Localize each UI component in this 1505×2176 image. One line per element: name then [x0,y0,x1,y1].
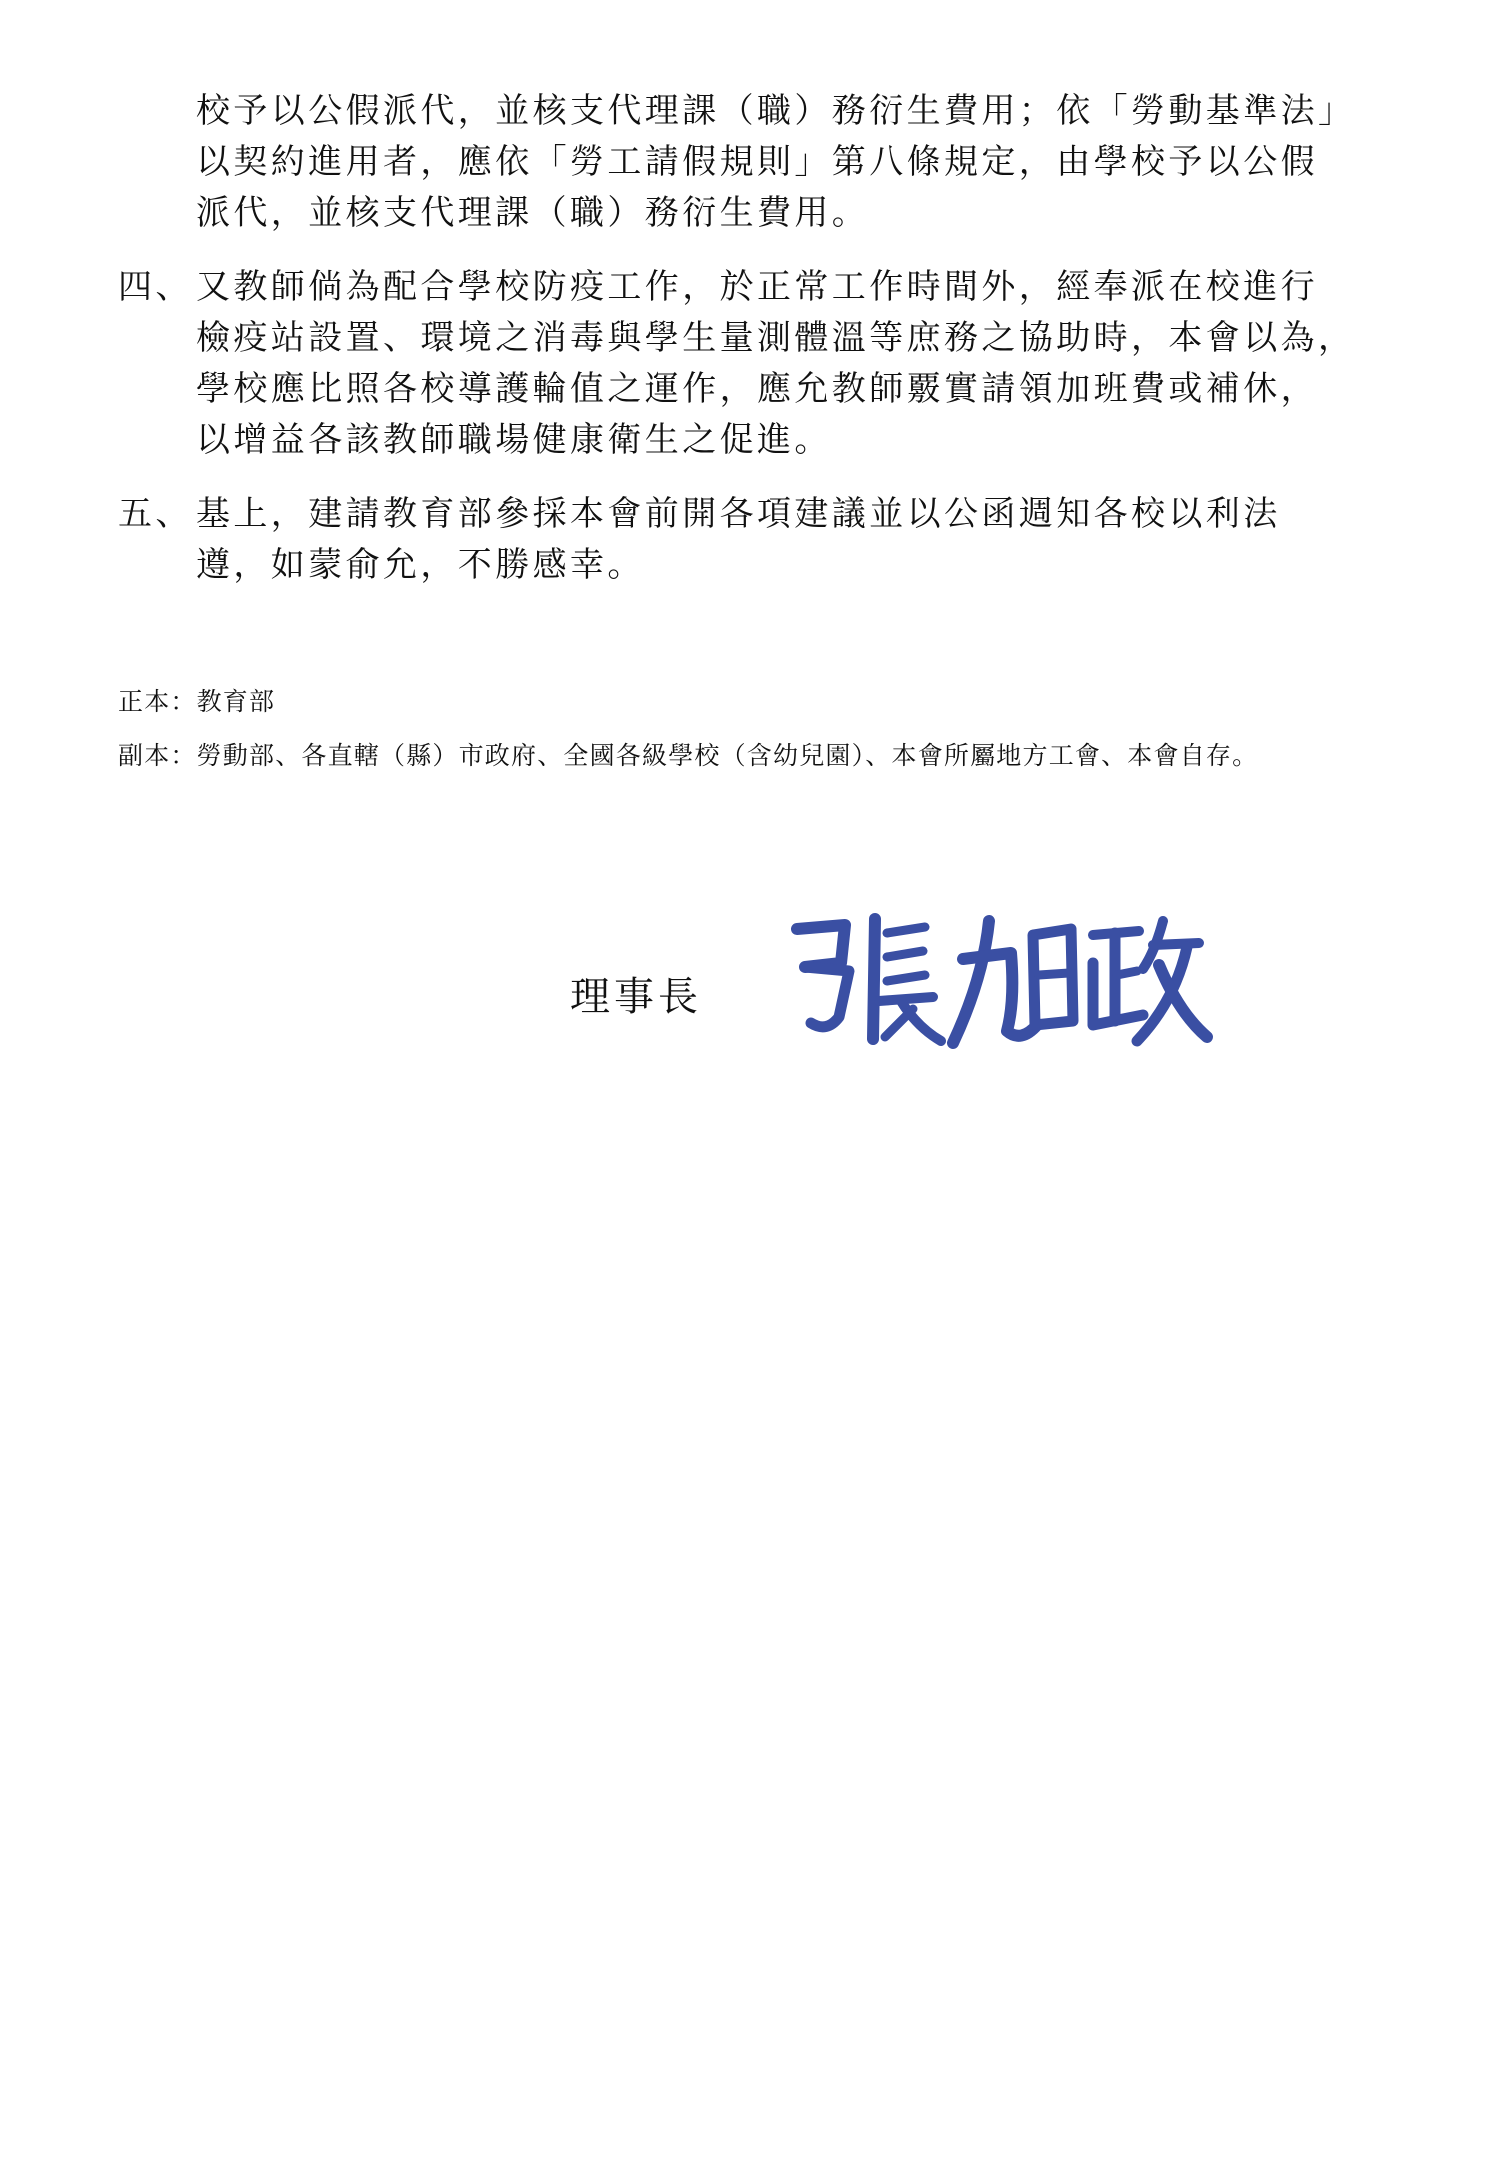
item-five [118,489,1408,591]
handwritten-signature [775,905,1215,1055]
item-line: 以增益各該教師職場健康衛生之促進。 [196,420,832,460]
recipients-block [118,675,1258,783]
item-text [196,262,1355,466]
item-line: 遵，如蒙俞允，不勝感幸。 [196,545,645,585]
item-line: 基上，建請教育部參採本會前開各項建議並以公函週知各校以利法 [196,494,1281,534]
item-marker: 四、 [118,267,193,307]
continuation-line: 派代，並核支代理課（職）務衍生費用。 [196,193,870,233]
item-line: 學校應比照各校導護輪值之運作，應允教師覈實請領加班費或補休， [196,369,1318,409]
item-four [118,262,1408,466]
continuation-paragraph [196,86,1408,239]
item-line: 檢疫站設置、環境之消毒與學生量測體溫等庶務之協助時，本會以為， [196,318,1356,358]
signature-block [570,905,1250,1065]
copy-recipients: 副本：勞動部、各直轄（縣）市政府、全國各級學校（含幼兒園）、本會所屬地方工會、本會自存。 [118,741,1259,770]
primary-recipient: 正本：教育部 [118,687,276,716]
continuation-line: 校予以公假派代，並核支代理課（職）務衍生費用；依「勞動基準法」 [196,91,1356,131]
signer-title: 理事長 [570,974,702,1020]
item-text [196,489,1281,591]
continuation-line: 以契約進用者，應依「勞工請假規則」第八條規定，由學校予以公假 [196,142,1318,182]
item-marker: 五、 [118,494,193,534]
document-body [118,86,1408,591]
item-line: 又教師倘為配合學校防疫工作，於正常工作時間外，經奉派在校進行 [196,267,1318,307]
